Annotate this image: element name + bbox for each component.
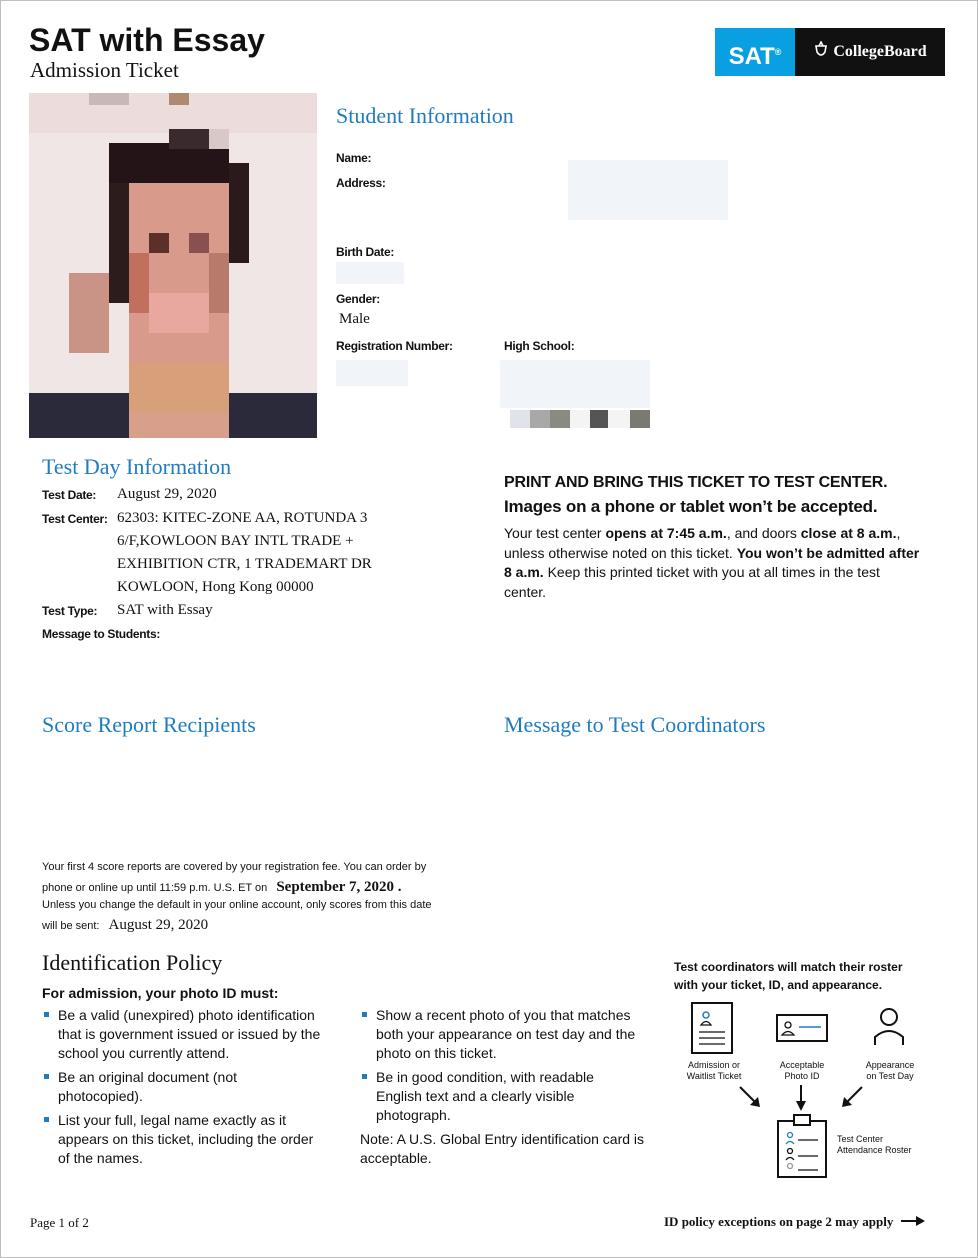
name-label: Name: bbox=[336, 151, 372, 165]
score-report-date: August 29, 2020 bbox=[108, 917, 209, 933]
appearance-label: Appearance on Test Day bbox=[865, 1060, 915, 1081]
list-item: Be an original document (not photocopied). bbox=[42, 1068, 248, 1106]
message-to-students-label: Message to Students: bbox=[42, 627, 161, 641]
test-date-value: August 29, 2020 bbox=[117, 486, 217, 502]
score-report-heading: Score Report Recipients bbox=[42, 712, 256, 737]
redacted-registration bbox=[336, 360, 408, 386]
ticket-icon bbox=[692, 1003, 732, 1053]
coordinators-heading: Message to Test Coordinators bbox=[504, 712, 766, 737]
ticket-subtitle: Admission Ticket bbox=[30, 58, 179, 82]
id-match-diagram bbox=[670, 995, 940, 1185]
exceptions-note: ID policy exceptions on page 2 may apply bbox=[664, 1214, 925, 1230]
arrow-right-icon bbox=[901, 1216, 925, 1226]
registration-number-label: Registration Number: bbox=[336, 339, 453, 353]
test-center-line-3: EXHIBITION CTR, 1 TRADEMART DR bbox=[117, 556, 372, 572]
test-center-label: Test Center: bbox=[42, 512, 108, 526]
arrow-icon bbox=[796, 1085, 806, 1111]
list-item: Be a valid (unexpired) photo identification that is government issued or issued by the school you currently attend. bbox=[42, 1006, 342, 1063]
diagram-title: Test coordinators will match their roster with your ticket, ID, and appearance. bbox=[674, 960, 903, 992]
id-policy-list-left bbox=[42, 1006, 342, 1173]
test-center-line-2: 6/F,KOWLOON BAY INTL TRADE + bbox=[117, 533, 354, 549]
sat-logo: SAT® bbox=[715, 28, 795, 76]
id-policy-subheading: For admission, your photo ID must: bbox=[42, 985, 279, 1001]
print-notice-body: Your test center opens at 7:45 a.m., and doors close at 8 a.m., unless otherwise noted on this ticket. You won’t be admitted after 8 a.m. Keep this printed ticket with you at all times in the test center. bbox=[504, 525, 920, 600]
photo-id-label: Acceptable Photo ID bbox=[779, 1060, 825, 1081]
address-label: Address: bbox=[336, 176, 386, 190]
score-report-line-4: will be sent: August 29, 2020 bbox=[42, 917, 209, 933]
acorn-icon bbox=[813, 41, 829, 59]
id-policy-note: Note: A U.S. Global Entry identification card is acceptable. bbox=[360, 1131, 645, 1166]
gender-label: Gender: bbox=[336, 292, 380, 306]
id-policy-list-right bbox=[360, 1006, 660, 1130]
photo-id-icon bbox=[777, 1015, 827, 1041]
score-report-line-2: phone or online up until 11:59 p.m. U.S. ET on September 7, 2020 . bbox=[42, 879, 402, 895]
student-info-heading: Student Information bbox=[336, 103, 514, 128]
score-report-line-1: Your first 4 score reports are covered by your registration fee. You can order by bbox=[42, 861, 427, 873]
score-report-deadline: September 7, 2020 . bbox=[276, 879, 402, 895]
print-notice-line-1: PRINT AND BRING THIS TICKET TO TEST CENTER. bbox=[504, 474, 888, 491]
list-item: Show a recent photo of you that matches both your appearance on test day and the photo on this ticket. bbox=[360, 1006, 660, 1063]
redacted-high-school bbox=[500, 360, 650, 408]
page-number: Page 1 of 2 bbox=[30, 1215, 89, 1230]
person-icon bbox=[875, 1009, 903, 1045]
id-policy-heading: Identification Policy bbox=[42, 950, 223, 975]
redacted-address bbox=[568, 160, 728, 220]
gender-value: Male bbox=[339, 311, 370, 327]
arrow-icon bbox=[740, 1087, 760, 1107]
roster-label: Test Center Attendance Roster bbox=[837, 1134, 912, 1155]
redacted-high-school-bar bbox=[510, 410, 650, 428]
test-center-line-4: KOWLOON, Hong Kong 00000 bbox=[117, 579, 314, 595]
birth-date-label: Birth Date: bbox=[336, 245, 395, 259]
collegeboard-logo: CollegeBoard bbox=[795, 28, 945, 76]
print-notice-line-2: Images on a phone or tablet won’t be accepted. bbox=[504, 497, 878, 516]
student-photo bbox=[29, 93, 317, 438]
ticket-label: Admission or Waitlist Ticket bbox=[686, 1060, 742, 1081]
test-type-label: Test Type: bbox=[42, 604, 98, 618]
redacted-birth-date bbox=[336, 262, 404, 284]
roster-icon bbox=[778, 1115, 826, 1177]
test-date-label: Test Date: bbox=[42, 488, 97, 502]
high-school-label: High School: bbox=[504, 339, 575, 353]
list-item: List your full, legal name exactly as it appears on this ticket, including the order of the names. bbox=[42, 1111, 318, 1168]
score-report-line-3: Unless you change the default in your online account, only scores from this date bbox=[42, 899, 432, 911]
test-type-value: SAT with Essay bbox=[117, 602, 213, 618]
arrow-icon bbox=[842, 1087, 862, 1107]
list-item: Be in good condition, with readable English text and a clearly visible photograph. bbox=[360, 1068, 636, 1125]
ticket-title: SAT with Essay bbox=[29, 22, 265, 58]
test-center-line-1: 62303: KITEC-ZONE AA, ROTUNDA 3 bbox=[117, 510, 368, 526]
test-day-heading: Test Day Information bbox=[42, 454, 232, 479]
